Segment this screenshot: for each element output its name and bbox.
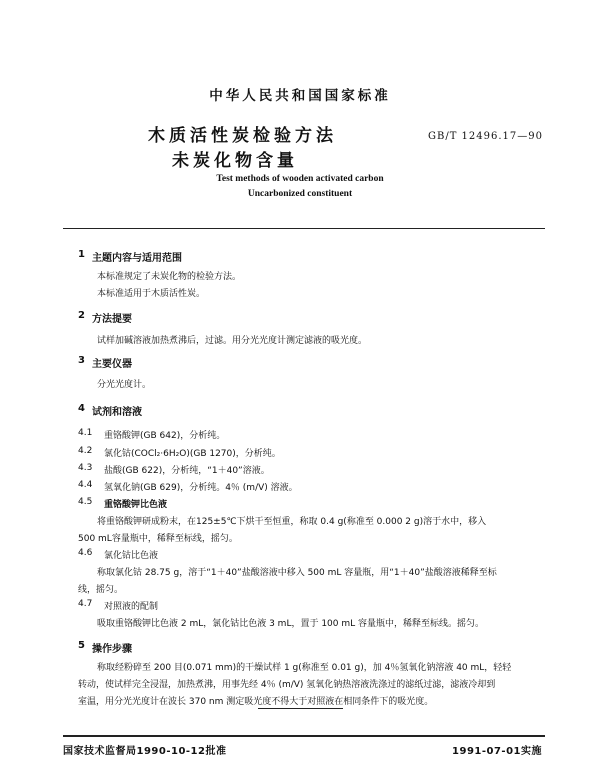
- document-title-line1: 木质活性炭检验方法: [148, 126, 337, 146]
- item-4-5-number: 4.5: [78, 497, 93, 507]
- item-4-1-text: 重铬酸钾(GB 642)，分析纯。: [104, 431, 226, 441]
- item-4-3-text: 盐酸(GB 622)，分析纯，“1＋40”溶液。: [104, 466, 270, 476]
- standard-code: GB/T 12496.17—90: [428, 131, 543, 142]
- item-4-3-number: 4.3: [78, 463, 93, 473]
- item-4-5-line-2: 500 mL容量瓶中，稀释至标线，摇匀。: [78, 534, 238, 544]
- item-4-7-title: 对照液的配制: [104, 602, 159, 612]
- item-4-5-line-1: 将重铬酸钾研成粉末，在125±5℃下烘干至恒重，称取 0.4 g(称准至 0.000 2 g)溶于水中，移入: [97, 517, 487, 527]
- item-4-7-line-1: 吸取重铬酸钾比色液 2 mL，氯化钴比色液 3 mL，置于 100 mL 容量瓶中，稀释至标线。摇匀。: [97, 619, 485, 629]
- implementation-date: 1991-07-01实施: [452, 746, 542, 757]
- item-4-7-number: 4.7: [78, 599, 93, 609]
- item-4-4-number: 4.4: [78, 480, 93, 490]
- item-4-4-text: 氢氧化钠(GB 629)，分析纯。4％ (m/V) 溶液。: [104, 483, 298, 493]
- item-4-6-title: 氯化钴比色液: [104, 551, 159, 561]
- section-1-line-2: 本标准适用于木质活性炭。: [97, 289, 206, 299]
- header-divider: [63, 228, 545, 229]
- approval-date: 国家技术监督局1990-10-12批准: [63, 746, 227, 757]
- section-5-line-2: 转动，使试样完全浸湿，加热煮沸，用事先经 4％ (m/V) 氢氧化钠热溶液洗涤过的滤纸过滤，滤液冷却到: [78, 680, 496, 690]
- section-5-line-3: 室温，用分光光度计在波长 370 nm 测定吸光度不得大于对照液在相同条件下的吸光度。: [78, 697, 434, 707]
- section-5-number: 5: [78, 640, 85, 651]
- section-4-number: 4: [78, 403, 85, 414]
- item-4-2-number: 4.2: [78, 446, 93, 456]
- english-title-line1: Test methods of wooden activated carbon: [216, 174, 384, 184]
- section-4-title: 试剂和溶液: [92, 407, 142, 418]
- section-5-title: 操作步骤: [92, 644, 132, 655]
- item-4-1-number: 4.1: [78, 428, 93, 438]
- section-2-number: 2: [78, 310, 85, 321]
- section-5-line-1: 称取经粉碎至 200 目(0.071 mm)的干燥试样 1 g(称准至 0.01 g)，加 4％氢氧化钠溶液 40 mL，轻轻: [97, 663, 512, 673]
- section-3-line-1: 分光光度计。: [97, 380, 152, 390]
- section-1-line-1: 本标准规定了未炭化物的检验方法。: [97, 272, 242, 282]
- end-of-text-rule: [258, 708, 343, 709]
- english-title-line2: Uncarbonized constituent: [247, 189, 353, 199]
- item-4-6-number: 4.6: [78, 548, 93, 558]
- item-4-6-line-1: 称取氯化钴 28.75 g，溶于“1＋40”盐酸溶液中移入 500 mL 容量瓶，用“1＋40”盐酸溶液稀释至标: [97, 568, 497, 578]
- footer-divider: [63, 735, 545, 737]
- item-4-5-title: 重铬酸钾比色液: [104, 500, 168, 510]
- national-standard-heading: 中华人民共和国国家标准: [209, 88, 391, 104]
- section-1-title: 主题内容与适用范围: [92, 253, 182, 264]
- document-title-line2: 未炭化物含量: [172, 151, 298, 171]
- section-2-title: 方法提要: [92, 314, 132, 325]
- section-2-line-1: 试样加碱溶液加热煮沸后，过滤。用分光光度计测定滤液的吸光度。: [97, 336, 368, 346]
- item-4-2-text: 氯化钴(COCl₂·6H₂O)(GB 1270)，分析纯。: [104, 449, 281, 459]
- item-4-6-line-2: 线，摇匀。: [78, 585, 124, 595]
- section-1-number: 1: [78, 249, 85, 260]
- section-3-number: 3: [78, 355, 85, 366]
- section-3-title: 主要仪器: [92, 359, 132, 370]
